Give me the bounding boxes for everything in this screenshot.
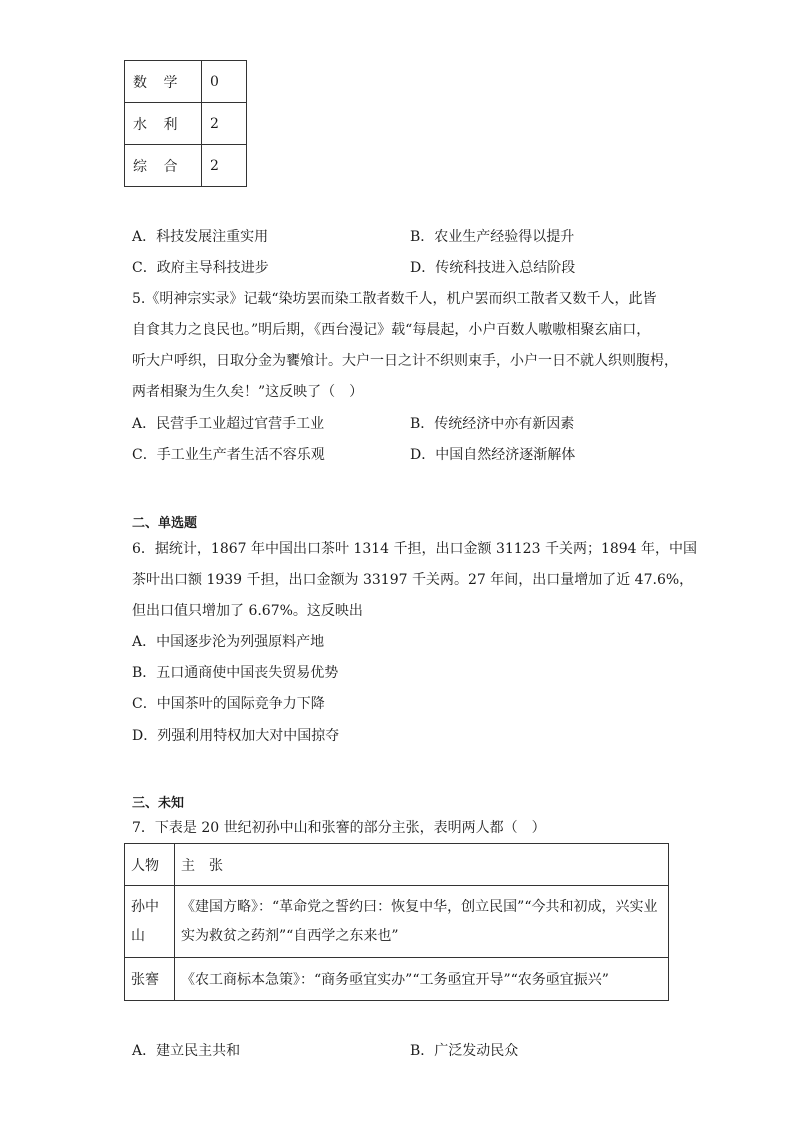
table-cell-subject: 综 合 [125,145,202,187]
table-row [125,61,247,103]
table-row [125,886,669,958]
q6-stem-line-2: 茶叶出口额 1939 千担，出口金额为 33197 千关两。27 年间，出口量增加了近 47.6%， [132,572,694,588]
table-cell-count: 0 [202,61,247,103]
comparison-table [124,843,669,1001]
table-row [125,958,669,1001]
q4-option-c[interactable]: C．政府主导科技进步 [132,260,269,276]
table-cell-claim: 《农工商标本急策》：“商务亟宜实办”“工务亟宜开导”“农务亟宜振兴” [175,958,669,1001]
q7-stem: 7．下表是 20 世纪初孙中山和张謇的部分主张，表明两人都（ ） [132,820,546,836]
claim-line: 《建国方略》：“革命党之誓约曰：恢复中华，创立民国”“今共和初成，兴实业 [181,898,658,915]
table-row [125,103,247,145]
q5-stem-line-2: 自食其力之良民也。”明后期，《西台漫记》载“每晨起，小户百数人嗷嗷相聚玄庙口， [132,322,651,338]
q4-option-a[interactable]: A．科技发展注重实用 [132,229,269,245]
person-name: 孙中山 [131,898,159,944]
table-cell-person [125,886,175,958]
q7-option-b[interactable]: B．广泛发动民众 [410,1043,519,1059]
q5-option-c[interactable]: C．手工业生产者生活不容乐观 [132,447,325,463]
table-header-claim: 主 张 [175,844,669,886]
q6-stem-line-3: 但出口值只增加了 6.67%。这反映出 [132,603,363,619]
table-row [125,145,247,187]
table-header-person: 人物 [125,844,175,886]
q4-option-d[interactable]: D．传统科技进入总结阶段 [410,260,576,276]
q5-stem-line-3: 听大户呼织，日取分金为饔飧计。大户一日之计不织则束手，小户一日不就人织则腹枵， [132,353,678,369]
q6-option-c[interactable]: C．中国茶叶的国际竞争力下降 [132,696,325,712]
q6-option-d[interactable]: D．列强利用特权加大对中国掠夺 [132,728,340,744]
table-header-row [125,844,669,886]
q6-option-b[interactable]: B．五口通商使中国丧失贸易优势 [132,665,339,681]
table-cell-person: 张謇 [125,958,175,1001]
q5-stem-line-1: 5.《明神宗实录》记载“染坊罢而染工散者数千人，机户罢而织工散者又数千人，此皆 [132,291,657,307]
table-cell-subject: 水 利 [125,103,202,145]
q5-option-d[interactable]: D．中国自然经济逐渐解体 [410,447,576,463]
q6-option-a[interactable]: A．中国逐步沦为列强原料产地 [132,634,325,650]
q7-option-a[interactable]: A．建立民主共和 [132,1043,241,1059]
table-cell-count: 2 [202,103,247,145]
table-cell-claim [175,886,669,958]
q5-stem-line-4: 两者相聚为生久矣！”这反映了（ ） [132,384,364,400]
q5-option-a[interactable]: A．民营手工业超过官营手工业 [132,416,325,432]
subject-table [124,60,247,187]
table-cell-count: 2 [202,145,247,187]
claim-line: 实为救贫之药剂”“自西学之东来也” [181,927,399,944]
q6-stem-line-1: 6．据统计，1867 年中国出口茶叶 1314 千担，出口金额 31123 千关两；1894 年，中国 [132,541,698,557]
q5-option-b[interactable]: B．传统经济中亦有新因素 [410,416,575,432]
table-cell-subject: 数 学 [125,61,202,103]
q4-option-b[interactable]: B．农业生产经验得以提升 [410,229,575,245]
section-heading: 二、单选题 [132,516,198,531]
section-heading: 三、未知 [132,796,185,811]
